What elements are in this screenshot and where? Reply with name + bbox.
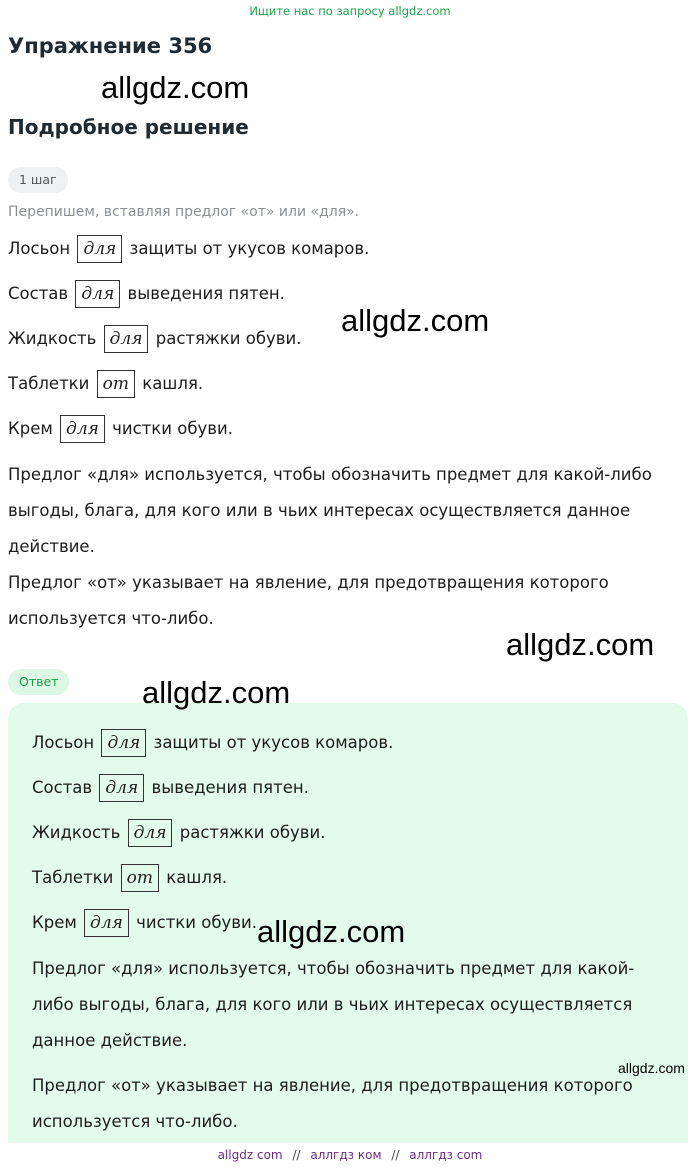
answer-badge: Ответ — [8, 669, 69, 695]
sentence-before: Состав — [8, 284, 69, 303]
sentence-after: растяжки обуви. — [179, 823, 326, 842]
inserted-preposition: для — [99, 774, 144, 802]
inserted-preposition: для — [77, 235, 122, 263]
sentence-after: защиты от укусов комаров. — [129, 239, 370, 258]
sentence-before: Таблетки — [8, 374, 90, 393]
inserted-preposition: для — [75, 280, 120, 308]
sentence-line — [8, 367, 668, 412]
inserted-preposition: для — [101, 729, 146, 757]
inserted-preposition: для — [60, 415, 105, 443]
explanation-ot: Предлог «от» указывает на явление, для предотвращения которого используется что-либо. — [8, 573, 609, 628]
footer-link[interactable]: аллгдз com — [409, 1148, 483, 1162]
sentence-after: выведения пятен. — [151, 778, 309, 797]
sentence-line — [8, 412, 668, 457]
explanation-dlya: Предлог «для» используется, чтобы обозначить предмет для какой-либо выгоды, блага, для кого или в чьих интересах осуществляется данное действие. — [32, 959, 635, 1050]
footer-separator: // — [391, 1148, 400, 1162]
sentence-after: выведения пятен. — [127, 284, 285, 303]
inserted-preposition: для — [128, 819, 173, 847]
sentence-after: растяжки обуви. — [155, 329, 302, 348]
solution-block — [8, 232, 668, 637]
section-title: Подробное решение — [8, 115, 249, 139]
top-banner: Ищите нас по запросу allgdz.com — [249, 4, 451, 18]
sentence-line — [32, 726, 672, 771]
footer-separator: // — [292, 1148, 301, 1162]
sentence-line — [32, 771, 672, 816]
explanation-ot: Предлог «от» указывает на явление, для предотвращения которого используется что-либо. — [32, 1076, 633, 1131]
explanation-dlya: Предлог «для» используется, чтобы обозначить предмет для какой-либо выгоды, блага, для кого или в чьих интересах осуществляется данное действие. — [8, 465, 652, 556]
watermark: allgdz.com — [618, 1060, 685, 1076]
sentence-line — [8, 322, 668, 367]
footer-link[interactable]: allgdz com — [217, 1148, 283, 1162]
sentence-before: Крем — [8, 419, 53, 438]
inserted-preposition: для — [104, 325, 149, 353]
sentence-after: чистки обуви. — [112, 419, 233, 438]
sentence-line — [8, 277, 668, 322]
sentence-after: чистки обуви. — [136, 913, 257, 932]
watermark: allgdz.com — [101, 70, 250, 105]
sentence-before: Крем — [32, 913, 77, 932]
watermark: allgdz.com — [142, 675, 291, 710]
sentence-before: Жидкость — [32, 823, 121, 842]
sentence-before: Состав — [32, 778, 93, 797]
sentence-before: Таблетки — [32, 868, 114, 887]
sentence-after: кашля. — [142, 374, 204, 393]
exercise-title: Упражнение 356 — [8, 34, 213, 58]
sentence-line — [32, 861, 672, 906]
sentence-after: защиты от укусов комаров. — [153, 733, 394, 752]
step-badge: 1 шаг — [8, 167, 68, 193]
sentence-before: Лосьон — [8, 239, 71, 258]
sentence-line — [32, 816, 672, 861]
footer-link[interactable]: аллгдз ком — [310, 1148, 382, 1162]
inserted-preposition: от — [97, 370, 135, 398]
watermark: allgdz.com — [341, 303, 490, 338]
inserted-preposition: от — [121, 864, 159, 892]
sentence-before: Лосьон — [32, 733, 95, 752]
footer-links — [0, 1148, 700, 1162]
inserted-preposition: для — [84, 909, 129, 937]
hint-text: Перепишем, вставляя предлог «от» или «для». — [8, 204, 360, 220]
sentence-before: Жидкость — [8, 329, 97, 348]
watermark: allgdz.com — [506, 627, 655, 662]
watermark: allgdz.com — [257, 914, 406, 949]
sentence-line — [8, 232, 668, 277]
sentence-after: кашля. — [166, 868, 228, 887]
